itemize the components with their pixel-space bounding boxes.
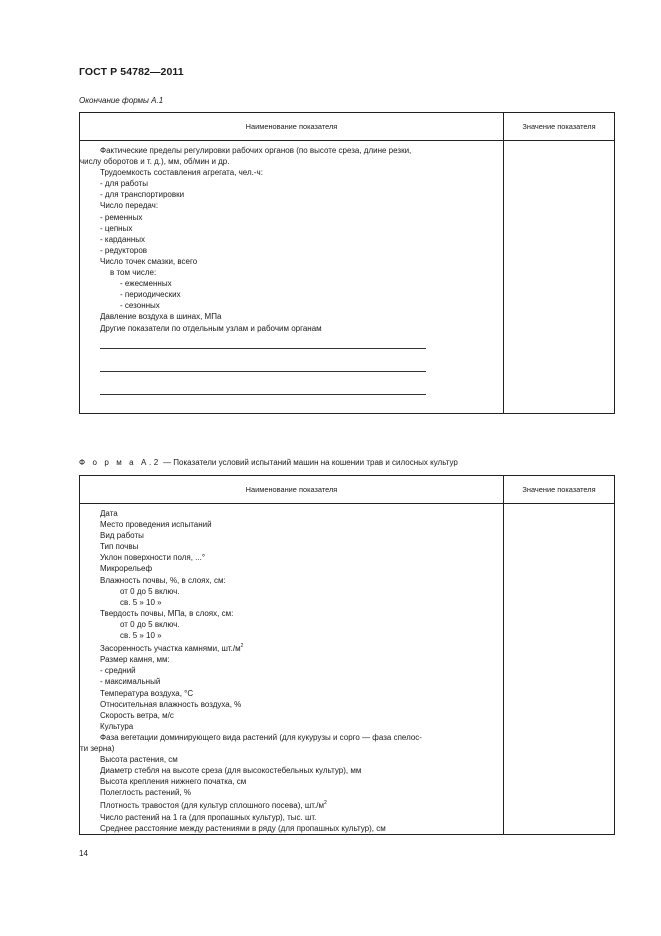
- indicator-line: [80, 508, 497, 519]
- indicator-text: Среднее расстояние между растениями в ряду (для пропашных культур), см: [100, 823, 386, 833]
- indicator-line: [80, 563, 497, 574]
- indicator-line: [80, 630, 497, 641]
- indicator-text: - сезонных: [120, 301, 160, 311]
- column-header-value: Значение показателя: [504, 113, 615, 141]
- indicator-text: Число растений на 1 га (для пропашных культур), тыс. шт.: [100, 812, 317, 822]
- indicator-text: Культура: [100, 721, 134, 731]
- table-row: [80, 504, 615, 835]
- indicator-text: Высота крепления нижнего початка, см: [100, 777, 247, 787]
- indicator-line: [80, 619, 497, 630]
- indicator-line: [80, 608, 497, 619]
- indicator-text: Фактические пределы регулировки рабочих органов (по высоте среза, длине резки,: [100, 146, 412, 155]
- indicator-line: [80, 278, 497, 289]
- indicator-line: [80, 200, 497, 211]
- indicator-line: [80, 732, 497, 743]
- indicator-line: [80, 654, 497, 665]
- document-header: ГОСТ Р 54782—2011: [79, 66, 184, 78]
- column-header-name: Наименование показателя: [80, 113, 504, 141]
- table-row: [80, 141, 615, 414]
- indicator-line: [80, 234, 497, 245]
- indicator-line: [80, 787, 497, 798]
- indicator-list: [80, 504, 503, 834]
- indicator-text: Дата: [100, 509, 118, 518]
- indicator-value-cell: [504, 141, 615, 414]
- indicator-text: Твердость почвы, МПа, в слоях, см:: [100, 608, 234, 618]
- indicator-text: св. 5 » 10 »: [120, 597, 162, 607]
- indicator-line: [80, 245, 497, 256]
- indicator-line: [80, 586, 497, 597]
- indicator-line: [80, 256, 497, 267]
- indicator-text: - средний: [100, 666, 136, 676]
- indicator-line: [80, 765, 497, 776]
- indicator-line: [80, 223, 497, 234]
- indicator-line: [80, 798, 497, 811]
- indicator-text: Плотность травостоя (для культур сплошного посева), шт./м: [100, 801, 324, 811]
- blank-fill-line: [100, 371, 426, 372]
- column-header-name: Наименование показателя: [80, 476, 504, 504]
- indicator-line: [80, 597, 497, 608]
- indicator-line: [80, 167, 497, 178]
- indicator-line: [80, 323, 497, 334]
- indicator-line: [80, 710, 497, 721]
- column-header-value: Значение показателя: [504, 476, 615, 504]
- indicator-line: [80, 754, 497, 765]
- form-a2-caption: [79, 458, 458, 467]
- indicator-line: [80, 311, 497, 322]
- indicator-text: Вид работы: [100, 531, 144, 541]
- indicator-text: Высота растения, см: [100, 755, 178, 765]
- indicator-line: [80, 743, 497, 754]
- indicator-text: Фаза вегетации доминирующего вида растений (для кукурузы и сорго — фаза спелос-: [100, 732, 422, 742]
- indicator-text: Диаметр стебля на высоте среза (для высокостебельных культур), мм: [100, 766, 362, 776]
- indicator-line: [80, 552, 497, 563]
- form-a1-caption: Окончание формы А.1: [79, 96, 164, 105]
- form-a2-caption-title: — Показатели условий испытаний машин на кошении трав и силосных культур: [160, 458, 458, 467]
- indicator-line: [80, 212, 497, 223]
- blank-fill-line: [100, 348, 426, 349]
- indicator-text: - цепных: [100, 223, 133, 233]
- indicator-line: [80, 300, 497, 311]
- indicator-line: [80, 541, 497, 552]
- indicator-text: - для транспортировки: [100, 190, 185, 200]
- indicator-text: - ежесменных: [120, 279, 172, 289]
- indicator-line: [80, 267, 497, 278]
- indicator-line: [80, 641, 497, 654]
- form-a1-table: [79, 112, 615, 414]
- table-header-row: [80, 113, 615, 141]
- superscript: 2: [323, 800, 327, 807]
- indicator-text: Уклон поверхности поля, ...°: [100, 553, 206, 563]
- indicator-text: в том числе:: [110, 268, 157, 278]
- indicator-name-cell: [80, 504, 504, 835]
- indicator-text: Число передач:: [100, 201, 159, 211]
- indicator-line: [80, 676, 497, 687]
- indicator-text: Скорость ветра, м/с: [100, 710, 174, 720]
- indicator-text: - периодических: [120, 290, 181, 300]
- indicator-text: - карданных: [100, 234, 145, 244]
- indicator-text: Микрорельеф: [100, 564, 153, 574]
- indicator-text: Давление воздуха в шинах, МПа: [100, 312, 222, 322]
- indicator-text: Температура воздуха, °С: [100, 688, 194, 698]
- indicator-line: [80, 156, 497, 167]
- indicator-line: [80, 699, 497, 710]
- indicator-line: [80, 776, 497, 787]
- indicator-text: Другие показатели по отдельным узлам и рабочим органам: [100, 323, 322, 333]
- indicator-text: Размер камня, мм:: [100, 655, 170, 665]
- indicator-text: Относительная влажность воздуха, %: [100, 699, 242, 709]
- indicator-line: [80, 665, 497, 676]
- blank-fill-line: [100, 394, 426, 395]
- indicator-text: св. 5 » 10 »: [120, 631, 162, 641]
- page-number: 14: [79, 849, 88, 858]
- indicator-line: [80, 812, 497, 823]
- indicator-text: ти зерна): [80, 743, 115, 753]
- indicator-line: [80, 721, 497, 732]
- indicator-text: Полеглость растений, %: [100, 788, 191, 798]
- table-header-row: [80, 476, 615, 504]
- indicator-text: Влажность почвы, %, в слоях, см:: [100, 575, 226, 585]
- form-a2-caption-prefix: Ф о р м а А.2: [79, 458, 161, 467]
- indicator-line: [80, 575, 497, 586]
- indicator-text: Тип почвы: [100, 542, 139, 552]
- indicator-text: - максимальный: [100, 677, 161, 687]
- indicator-text: Место проведения испытаний: [100, 520, 212, 530]
- indicator-line: [80, 145, 497, 156]
- superscript: 2: [240, 643, 244, 650]
- indicator-text: от 0 до 5 включ.: [120, 619, 180, 629]
- indicator-line: [80, 688, 497, 699]
- indicator-text: Число точек смазки, всего: [100, 256, 198, 266]
- indicator-value-cell: [504, 504, 615, 835]
- indicator-line: [80, 289, 497, 300]
- indicator-text: числу оборотов и т. д.), мм, об/мин и др.: [80, 157, 230, 167]
- indicator-name-cell: [80, 141, 504, 414]
- indicator-text: Засоренность участка камнями, шт./м: [100, 644, 241, 654]
- indicator-text: - редукторов: [100, 245, 148, 255]
- indicator-line: [80, 178, 497, 189]
- form-a2-table: [79, 475, 615, 835]
- indicator-line: [80, 519, 497, 530]
- indicator-line: [80, 189, 497, 200]
- indicator-text: Трудоемкость составления агрегата, чел.-ч:: [100, 168, 263, 178]
- indicator-text: от 0 до 5 включ.: [120, 586, 180, 596]
- indicator-list: [80, 141, 503, 334]
- indicator-line: [80, 823, 497, 834]
- indicator-text: - для работы: [100, 179, 148, 189]
- indicator-text: - ременных: [100, 212, 143, 222]
- indicator-line: [80, 530, 497, 541]
